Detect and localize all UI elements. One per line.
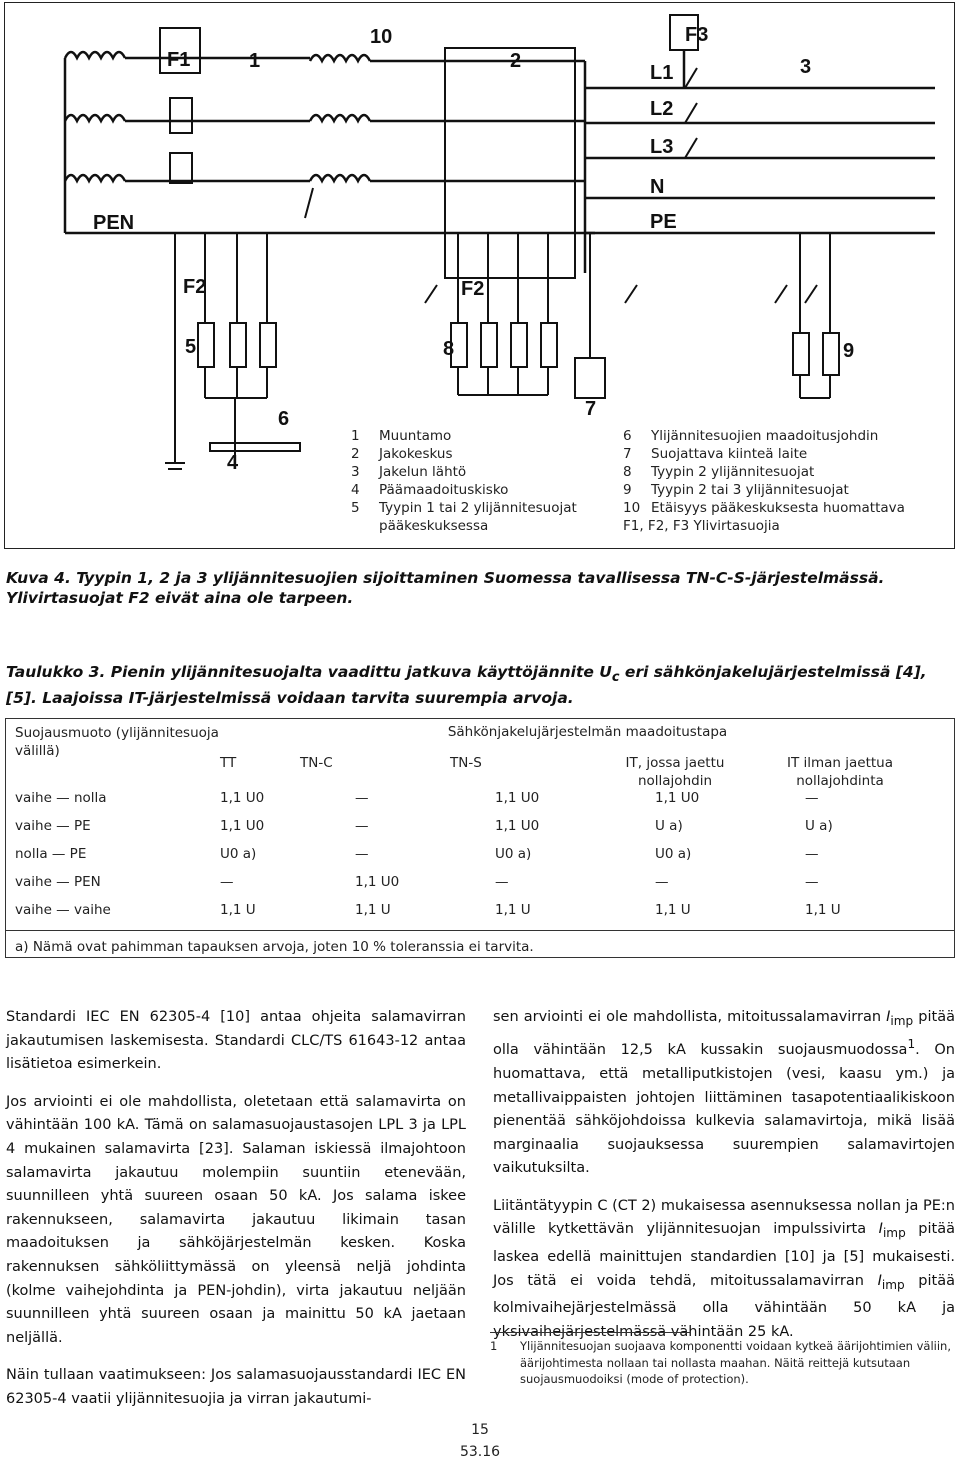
legend-item: 9 Tyypin 2 tai 3 ylijännitesuojat xyxy=(623,482,849,498)
group-header: Sähkönjakelujärjestelmän maadoitustapa xyxy=(447,724,728,740)
col-header-it-shared: IT, jossa jaettu nollajohdin xyxy=(625,755,725,789)
footnote-rule xyxy=(490,1332,690,1333)
page-code: 53.16 xyxy=(459,1444,501,1460)
branch-lines-right xyxy=(585,15,935,273)
legend-item: 3 Jakelun lähtö xyxy=(351,464,467,480)
paragraph: Jos arviointi ei ole mahdollista, oletetaan että salamavirta on vähintään 100 kA. Tämä on salamasuojaustasojen LPL 3 ja LPL 4 mukainen salamavirta [23]. Salaman iskiessä ilmajohtoon salamavirta jakautuu molempiin suuntiin etenevään, suunnilleen yhtä suureen osaan 50 kA. Jos salama iskee rakennukseen, salamavirta jakautuu likimain tasan maadoituksen ja sähköjärjestelmän kesken. Koska rakennuksen sähköliittymässä on yleensä neljä johdinta (kolme vaihejohdinta ja PEN-johdin), virta jakautuu neljään suunnilleen yhtä suureen osaan ja mainittu 50 kA jaetaan neljällä. xyxy=(6,1093,466,1346)
label-3: 3 xyxy=(800,56,812,78)
label-f1: F1 xyxy=(167,49,191,71)
legend-item: 7 Suojattava kiinteä laite xyxy=(623,446,808,462)
label-4: 4 xyxy=(227,452,239,474)
footnote-text: Ylijännitesuojan suojaava komponentti voidaan kytkeä äärijohtimien väliin, äärijohtimesta nollaan tai nollasta maahan. Näitä reittejä kutsutaan suojausmuodoiksi (mode of protection). xyxy=(520,1339,951,1386)
figure-caption: Kuva 4. Tyypin 1, 2 ja 3 ylijännitesuojien sijoittaminen Suomessa tavallisessa TN-C-S-järjestelmässä. Ylivirtasuojat F2 eivät aina ole tarpeen. xyxy=(6,569,885,607)
paragraph: Liitäntätyypin C (CT 2) mukaisessa asennuksessa nollan ja PE:n välille kytkettävän ylijännitesuojan impulssivirta $I_{imp}$ pitää laskea edellä mainittujen standardien [10] ja [5] mukaisesti. Jos tätä ei voida tehdä, mitoitussalamavirran $I_{imp}$ pitää kolmivaihejärjestelmässä olla vähintään 50 kA ja yksivaiheјärjestelmässä vähintään 25 kA. xyxy=(493,1197,955,1340)
col-header-tnc: TN-C xyxy=(300,755,333,771)
legend-item: 8 Tyypin 2 ylijännitesuojat xyxy=(623,464,815,480)
table-row: nolla — PE U0 a) — U0 a) U0 a) — xyxy=(15,846,819,862)
label-f3: F3 xyxy=(685,24,709,46)
circuit-figure xyxy=(4,2,955,549)
label-pen: PEN xyxy=(93,212,135,234)
paragraph: sen arviointi ei ole mahdollista, mitoitussalamavirran $I_{imp}$ pitää olla vähintään 12,5 kA kussakin suojausmuodossa$^1$. On huomattava, että metalliputkistojen (vesi, kaasu ym.) ja metallivaippaisten johtojen liittäminen tasapotentiaalikiskoon pienentää sähköjohdoissa kulkevia salamavirtoja, mikä lisää marginaalia suojauksessa suurempien salamavirtojen vaikutuksilta. xyxy=(493,1009,955,1177)
phase-lines xyxy=(65,58,595,233)
table-title: Taulukko 3. Pienin ylijännitesuojalta vaadittu jatkuva käyttöjännite $U_c$ eri sähkönjakelujärjestelmissä [4], [5]. Laajoissa IT-järjestelmissä voidaan tarvita suurempia arvoja. xyxy=(6,663,927,708)
table-row: vaihe — vaihe 1,1 U 1,1 U 1,1 U 1,1 U 1,1 U xyxy=(15,902,841,918)
label-2: 2 xyxy=(510,50,522,72)
label-l2: L2 xyxy=(650,98,674,120)
corner-header: Suojausmuoto (ylijännitesuoja välillä) xyxy=(15,725,219,759)
legend-item: 6 Ylijännitesuojien maadoitusjohdin xyxy=(623,428,879,444)
col-header-tns: TN-S xyxy=(450,755,482,771)
table-header-row xyxy=(5,718,955,790)
spd-group-right xyxy=(305,188,839,398)
label-1: 1 xyxy=(249,50,261,72)
legend-item: 10 Etäisyys pääkeskuksesta huomattava xyxy=(623,500,905,516)
col-header-tt: TT xyxy=(220,755,237,771)
footnote xyxy=(490,1338,954,1388)
voltage-table xyxy=(5,718,955,964)
legend-item: 1 Muuntamo xyxy=(351,428,452,444)
transformer-coils-left xyxy=(65,52,125,233)
label-l3: L3 xyxy=(650,136,674,158)
table-note-row xyxy=(5,930,955,964)
label-n: N xyxy=(650,176,665,198)
body-left-column xyxy=(6,1006,466,1426)
label-10: 10 xyxy=(370,26,393,48)
label-l1: L1 xyxy=(650,62,674,84)
transformer-coils-mid xyxy=(310,55,370,181)
label-5: 5 xyxy=(185,336,197,358)
legend-right xyxy=(623,427,943,535)
paragraph: Standardi IEC EN 62305-4 [10] antaa ohjeita salamavirran jakautumisen laskemisesta. Standardi CLC/TS 61643-12 antaa lisätietoa esimerkein. xyxy=(6,1009,466,1073)
label-pe: PE xyxy=(650,211,677,233)
body-right-column xyxy=(493,1006,955,1358)
paragraph: Näin tullaan vaatimukseen: Jos salamasuojausstandardi IEC EN 62305-4 vaatii ylijännitesuojia ja virran jakautumi- xyxy=(6,1367,466,1407)
table-row: vaihe — PEN — 1,1 U0 — — — xyxy=(15,874,819,890)
table-row: vaihe — nolla 1,1 U0 — 1,1 U0 1,1 U0 — xyxy=(15,790,819,806)
distribution-box xyxy=(445,48,575,278)
group-header-cell xyxy=(220,718,955,790)
label-9: 9 xyxy=(843,340,855,362)
page-number: 15 xyxy=(471,1422,489,1438)
legend-item: F1, F2, F3 Ylivirtasuojia xyxy=(623,518,780,534)
table-row: vaihe — PE 1,1 U0 — 1,1 U0 U a) U a) xyxy=(15,818,833,834)
legend-left xyxy=(351,427,601,535)
footnote-number: 1 xyxy=(490,1339,498,1353)
legend-item: 5 Tyypin 1 tai 2 ylijännitesuojat pääkeskuksessa xyxy=(351,500,577,534)
legend-item: 4 Päämaadoituskisko xyxy=(351,482,509,498)
label-6: 6 xyxy=(278,408,290,430)
col-header-it-noshared: IT ilman jaettua nollajohdinta xyxy=(786,755,894,789)
spd-group-dist xyxy=(451,233,605,398)
legend-item: 2 Jakokeskus xyxy=(351,446,453,462)
label-8: 8 xyxy=(443,338,455,360)
table-note: a) Nämä ovat pahimman tapauksen arvoja, joten 10 % toleranssia ei tarvita. xyxy=(15,938,534,955)
label-f2-b: F2 xyxy=(461,278,485,300)
label-7: 7 xyxy=(585,398,597,420)
label-f2-a: F2 xyxy=(183,276,207,298)
